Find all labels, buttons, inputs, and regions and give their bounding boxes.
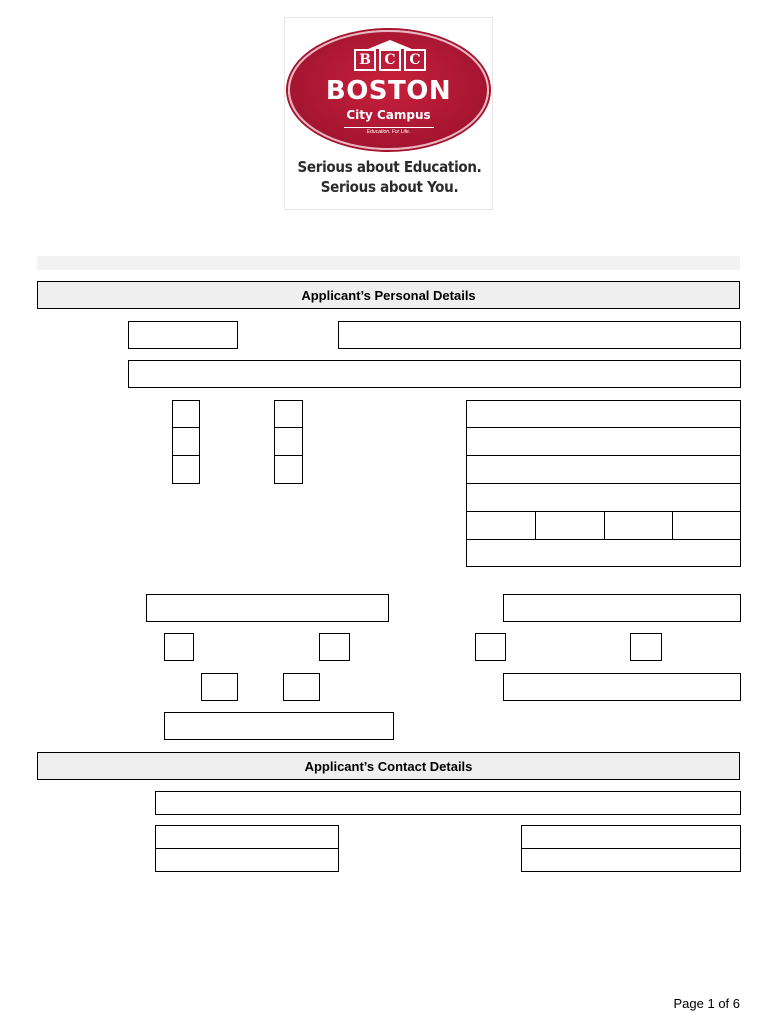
logo-tagline: Education. For Life. xyxy=(366,129,411,135)
slogan-line-2: Serious about You. xyxy=(320,178,459,196)
checkbox[interactable] xyxy=(172,455,200,484)
logo-letter: C xyxy=(404,49,426,71)
section-header-contact: Applicant’s Contact Details xyxy=(37,752,740,780)
title-field[interactable] xyxy=(128,321,238,349)
detail-field[interactable] xyxy=(466,455,741,484)
checkbox[interactable] xyxy=(172,400,200,428)
checkbox[interactable] xyxy=(283,673,320,701)
logo-name: BOSTON xyxy=(325,76,452,106)
text-field[interactable] xyxy=(503,594,741,622)
logo-subname: City Campus xyxy=(346,108,431,122)
logo xyxy=(284,17,493,210)
surname-field[interactable] xyxy=(338,321,741,349)
address-field[interactable] xyxy=(155,791,741,815)
checkbox[interactable] xyxy=(274,427,303,456)
phone-field[interactable] xyxy=(155,825,339,849)
text-field[interactable] xyxy=(164,712,394,740)
slogan-line-1: Serious about Education. xyxy=(297,158,482,176)
detail-field[interactable] xyxy=(466,427,741,456)
logo-letter: B xyxy=(354,49,376,71)
checkbox[interactable] xyxy=(164,633,194,661)
text-field[interactable] xyxy=(146,594,389,622)
logo-oval xyxy=(288,30,489,150)
date-segment-field[interactable] xyxy=(604,511,673,540)
logo-letter: C xyxy=(379,49,401,71)
phone-field[interactable] xyxy=(521,848,741,872)
checkbox[interactable] xyxy=(201,673,238,701)
date-segment-field[interactable] xyxy=(466,511,536,540)
logo-divider xyxy=(344,127,434,128)
phone-field[interactable] xyxy=(155,848,339,872)
date-segment-field[interactable] xyxy=(535,511,605,540)
section-header-personal: Applicant’s Personal Details xyxy=(37,281,740,309)
checkbox[interactable] xyxy=(475,633,506,661)
checkbox[interactable] xyxy=(274,455,303,484)
detail-field[interactable] xyxy=(466,400,741,428)
building-roof-icon xyxy=(368,40,412,49)
logo-bcc-mark xyxy=(354,49,428,71)
detail-field[interactable] xyxy=(466,483,741,512)
text-field[interactable] xyxy=(503,673,741,701)
phone-field[interactable] xyxy=(521,825,741,849)
full-names-field[interactable] xyxy=(128,360,741,388)
detail-field[interactable] xyxy=(466,539,741,567)
page-number: Page 1 of 6 xyxy=(673,996,740,1011)
title-bar xyxy=(37,256,740,270)
checkbox[interactable] xyxy=(172,427,200,456)
checkbox[interactable] xyxy=(630,633,662,661)
checkbox[interactable] xyxy=(319,633,350,661)
date-segment-field[interactable] xyxy=(672,511,741,540)
checkbox[interactable] xyxy=(274,400,303,428)
